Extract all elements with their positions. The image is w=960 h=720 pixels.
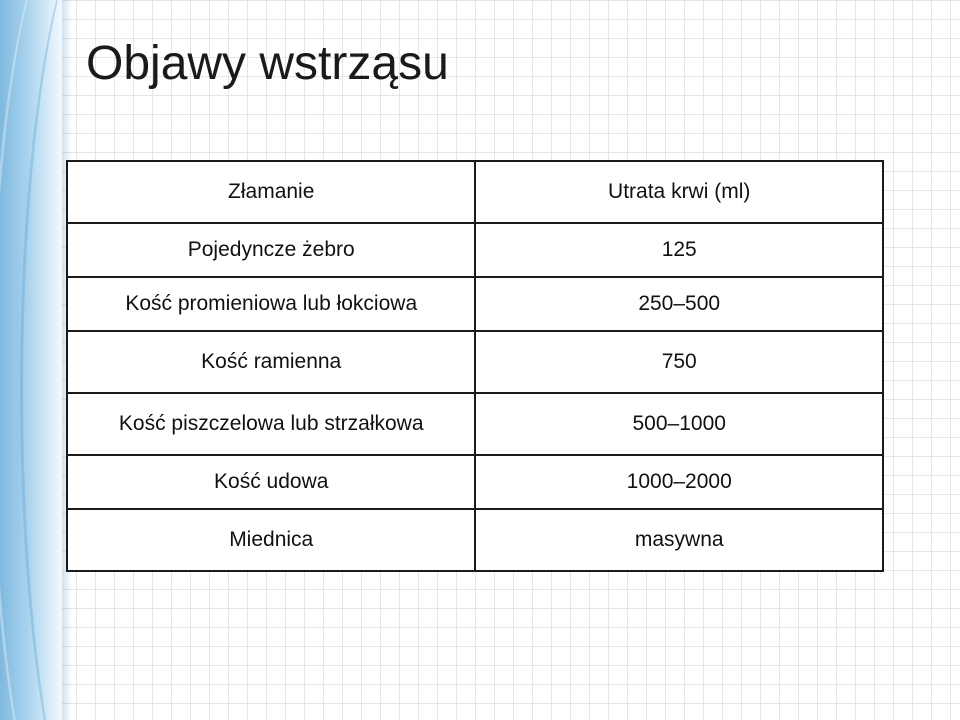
header-blood-loss: Utrata krwi (ml) xyxy=(475,161,883,223)
table-row xyxy=(67,277,883,331)
cell-blood-loss: 250–500 xyxy=(475,277,883,331)
cell-fracture: Kość promieniowa lub łokciowa xyxy=(67,277,475,331)
cell-blood-loss: 750 xyxy=(475,331,883,393)
cell-fracture: Pojedyncze żebro xyxy=(67,223,475,277)
cell-blood-loss: masywna xyxy=(475,509,883,571)
table-row xyxy=(67,455,883,509)
table-row xyxy=(67,509,883,571)
cell-blood-loss: 500–1000 xyxy=(475,393,883,455)
cell-fracture: Miednica xyxy=(67,509,475,571)
decorative-side-band xyxy=(0,0,62,720)
table-row xyxy=(67,393,883,455)
table-row xyxy=(67,331,883,393)
table-header-row xyxy=(67,161,883,223)
cell-fracture: Kość ramienna xyxy=(67,331,475,393)
header-fracture: Złamanie xyxy=(67,161,475,223)
cell-blood-loss: 1000–2000 xyxy=(475,455,883,509)
cell-fracture: Kość piszczelowa lub strzałkowa xyxy=(67,393,475,455)
slide-title: Objawy wstrząsu xyxy=(86,37,449,90)
cell-blood-loss: 125 xyxy=(475,223,883,277)
cell-fracture: Kość udowa xyxy=(67,455,475,509)
table-row xyxy=(67,223,883,277)
blood-loss-table xyxy=(66,160,884,572)
